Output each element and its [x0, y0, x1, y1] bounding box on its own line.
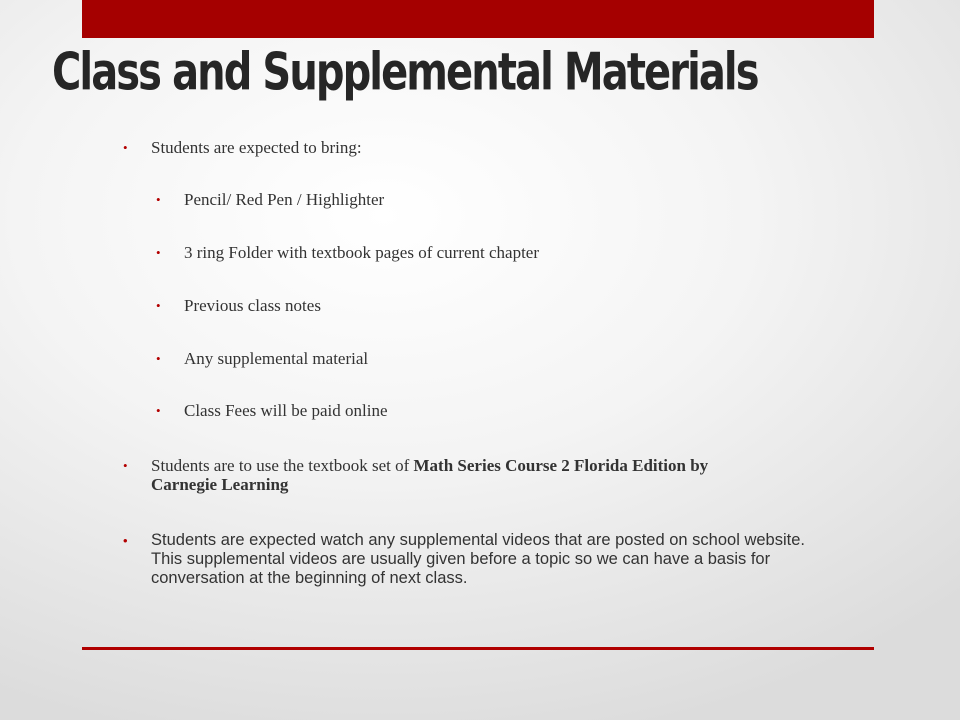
bullet-videos-line-2: This supplemental videos are usually given before a topic so we can have a basis for [151, 550, 771, 568]
slide-title: Class and Supplemental Materials [52, 41, 758, 103]
sub-bullet-2 [184, 243, 539, 262]
bullet-videos-line-3: conversation at the beginning of next class. [151, 569, 468, 587]
sub-bullet-1-text: Pencil/ Red Pen / Highlighter [184, 190, 385, 209]
bullet-videos-line-1: Students are expected watch any supplemental videos that are posted on school website. [151, 531, 805, 549]
sub-bullet-4-text: Any supplemental material [184, 349, 369, 368]
sub-bullet-2-text: 3 ring Folder with textbook pages of current chapter [184, 243, 540, 262]
bullet-bring [151, 138, 362, 157]
textbook-title-line-1: Math Series Course 2 Florida Edition by [413, 456, 709, 475]
bottom-divider [82, 647, 874, 650]
sub-bullet-3-text: Previous class notes [184, 296, 321, 315]
sub-bullet-5-text: Class Fees will be paid online [184, 401, 388, 420]
bullet-videos [151, 531, 871, 588]
sub-bullet-3 [184, 296, 321, 315]
bullet-textbook-prefix: Students are to use the textbook set of [151, 456, 414, 475]
bullet-bring-text: Students are expected to bring: [151, 138, 362, 157]
sub-bullet-4 [184, 349, 368, 368]
bullet-textbook [151, 456, 851, 494]
textbook-title-line-2: Carnegie Learning [151, 475, 289, 494]
sub-bullet-1 [184, 190, 384, 209]
sub-bullet-5 [184, 401, 388, 420]
